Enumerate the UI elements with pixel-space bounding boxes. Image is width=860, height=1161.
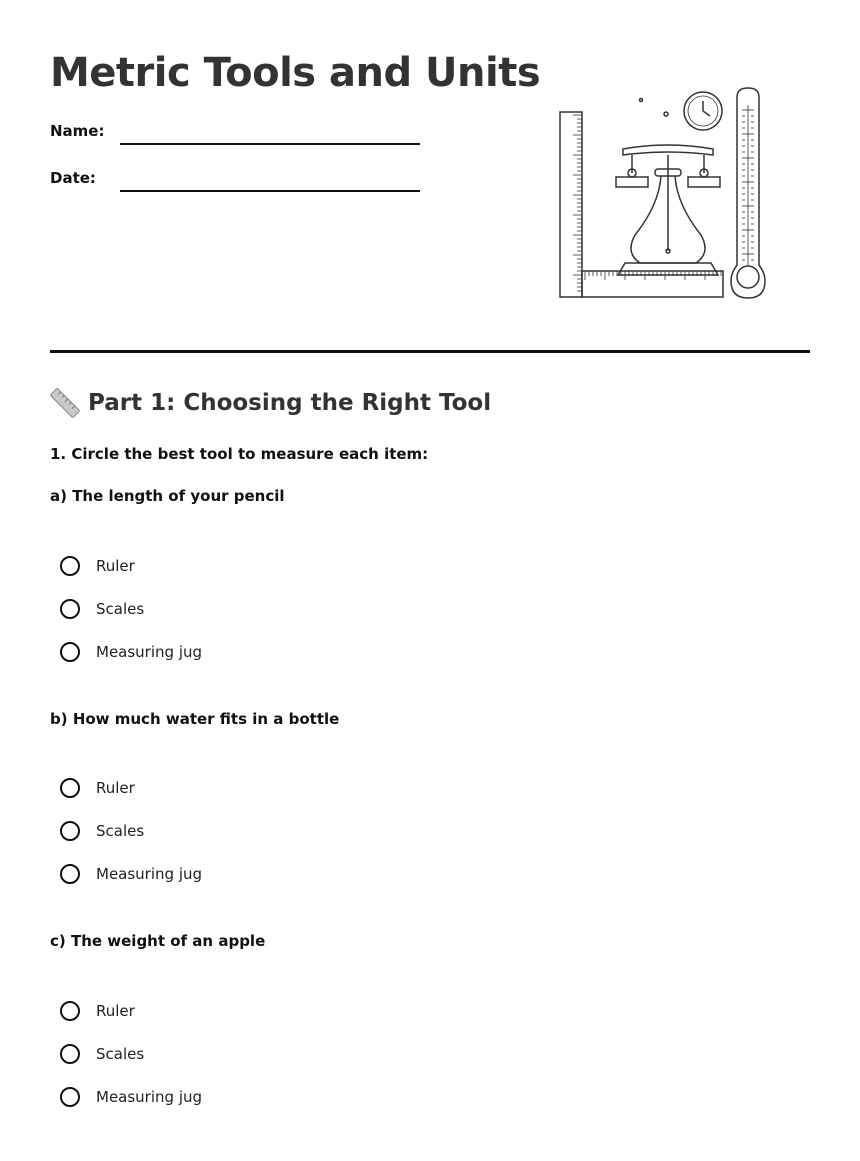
date-label: Date: — [50, 169, 96, 187]
radio-circle-icon[interactable] — [60, 1087, 80, 1107]
clock-icon — [640, 92, 723, 130]
radio-circle-icon[interactable] — [60, 821, 80, 841]
ruler-icon — [50, 388, 80, 418]
option-label: Scales — [96, 600, 145, 618]
part1-title: Part 1: Choosing the Right Tool — [88, 390, 492, 416]
item-c-option-measuring-jug[interactable] — [60, 1084, 202, 1110]
part1-heading — [50, 388, 491, 418]
measuring-tools-illustration — [555, 85, 770, 300]
item-b-prompt: b) How much water fits in a bottle — [50, 710, 340, 728]
item-a-option-ruler[interactable] — [60, 553, 135, 579]
item-a-prompt: a) The length of your pencil — [50, 487, 285, 505]
item-b-option-measuring-jug[interactable] — [60, 861, 202, 887]
vertical-ruler-icon — [560, 112, 582, 297]
option-label: Measuring jug — [96, 865, 203, 883]
radio-circle-icon[interactable] — [60, 599, 80, 619]
item-a-option-measuring-jug[interactable] — [60, 639, 202, 665]
section-divider — [50, 350, 810, 353]
radio-circle-icon[interactable] — [60, 1001, 80, 1021]
option-label: Measuring jug — [96, 643, 203, 661]
radio-circle-icon[interactable] — [60, 1044, 80, 1064]
item-c-prompt: c) The weight of an apple — [50, 932, 266, 950]
item-c-option-scales[interactable] — [60, 1041, 144, 1067]
radio-circle-icon[interactable] — [60, 556, 80, 576]
question-1: 1. Circle the best tool to measure each item: — [50, 445, 429, 463]
item-b-option-ruler[interactable] — [60, 775, 135, 801]
balance-scale-icon — [616, 145, 720, 275]
item-c-option-ruler[interactable] — [60, 998, 135, 1024]
option-label: Ruler — [96, 557, 135, 575]
date-field[interactable] — [120, 190, 420, 192]
name-label: Name: — [50, 122, 105, 140]
option-label: Scales — [96, 1045, 145, 1063]
radio-circle-icon[interactable] — [60, 864, 80, 884]
name-field[interactable] — [120, 143, 420, 145]
option-label: Ruler — [96, 1002, 135, 1020]
thermometer-icon — [731, 88, 765, 298]
radio-circle-icon[interactable] — [60, 778, 80, 798]
radio-circle-icon[interactable] — [60, 642, 80, 662]
option-label: Scales — [96, 822, 145, 840]
worksheet-title: Metric Tools and Units — [50, 50, 541, 96]
option-label: Measuring jug — [96, 1088, 203, 1106]
item-b-option-scales[interactable] — [60, 818, 144, 844]
item-a-option-scales[interactable] — [60, 596, 144, 622]
option-label: Ruler — [96, 779, 135, 797]
